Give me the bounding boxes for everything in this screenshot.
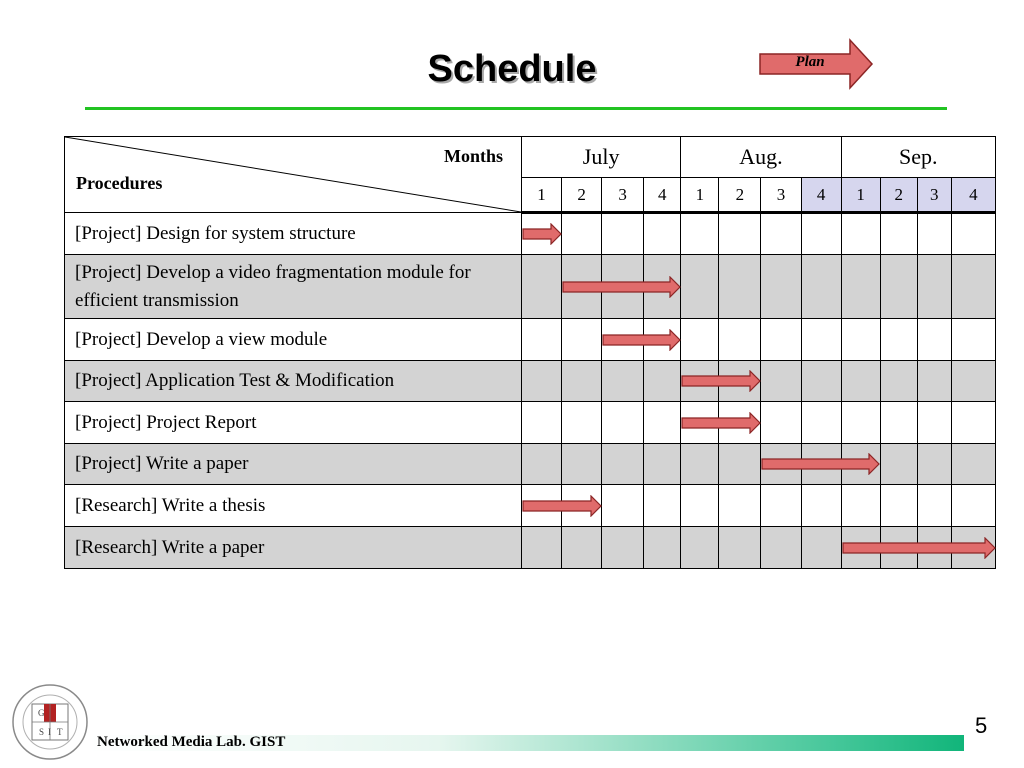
logo-letter-t: T xyxy=(57,727,63,737)
procedure-label: [Project] Application Test & Modification xyxy=(65,361,522,402)
week-cell xyxy=(719,444,761,485)
week-cell xyxy=(841,361,880,402)
week-cell xyxy=(602,361,644,402)
footer-lab-name: Networked Media Lab. GIST xyxy=(97,734,286,750)
week-cell xyxy=(644,213,681,255)
week-cell xyxy=(521,444,561,485)
week-cell xyxy=(562,485,602,527)
week-cell xyxy=(801,319,841,361)
week-cell xyxy=(917,361,951,402)
procedure-label: [Project] Write a paper xyxy=(65,444,522,485)
week-header: 2 xyxy=(719,178,761,213)
months-header: Months xyxy=(443,146,503,166)
week-cell xyxy=(761,213,801,255)
week-cell xyxy=(761,527,801,569)
week-cell xyxy=(880,444,917,485)
week-cell xyxy=(644,527,681,569)
page-number: 5 xyxy=(975,713,988,738)
week-header: 4 xyxy=(951,178,995,213)
week-cell xyxy=(761,255,801,319)
week-cell xyxy=(801,444,841,485)
week-cell xyxy=(951,319,995,361)
week-header: 1 xyxy=(681,178,719,213)
week-cell xyxy=(761,485,801,527)
week-cell xyxy=(917,319,951,361)
week-cell xyxy=(841,527,880,569)
week-cell xyxy=(841,213,880,255)
week-cell xyxy=(801,213,841,255)
week-cell xyxy=(521,527,561,569)
schedule-table xyxy=(64,136,996,569)
week-cell xyxy=(719,402,761,444)
week-cell xyxy=(951,213,995,255)
week-cell xyxy=(761,402,801,444)
month-sep: Sep. xyxy=(841,137,995,178)
week-cell xyxy=(719,319,761,361)
week-cell xyxy=(841,485,880,527)
week-cell xyxy=(880,361,917,402)
week-cell xyxy=(521,402,561,444)
procedure-label: [Project] Design for system structure xyxy=(65,213,522,255)
week-cell xyxy=(562,213,602,255)
plan-label: Plan xyxy=(795,54,825,70)
week-cell xyxy=(917,444,951,485)
week-cell xyxy=(841,444,880,485)
week-cell xyxy=(951,527,995,569)
week-header: 4 xyxy=(644,178,681,213)
week-cell xyxy=(917,255,951,319)
week-cell xyxy=(681,402,719,444)
week-header: 2 xyxy=(562,178,602,213)
week-cell xyxy=(917,402,951,444)
procedure-label: [Research] Write a thesis xyxy=(65,485,522,527)
logo-letter-s: S xyxy=(39,727,45,737)
week-cell xyxy=(841,402,880,444)
week-cell xyxy=(951,361,995,402)
week-cell xyxy=(880,527,917,569)
table-row xyxy=(65,255,996,319)
week-cell xyxy=(880,319,917,361)
week-cell xyxy=(562,527,602,569)
week-header: 1 xyxy=(841,178,880,213)
table-row xyxy=(65,213,996,255)
week-cell xyxy=(719,527,761,569)
table-row xyxy=(65,527,996,569)
week-cell xyxy=(602,319,644,361)
week-header: 3 xyxy=(602,178,644,213)
week-cell xyxy=(644,361,681,402)
title-underline xyxy=(85,107,947,110)
week-cell xyxy=(761,444,801,485)
week-cell xyxy=(602,527,644,569)
week-header: 3 xyxy=(761,178,801,213)
week-cell xyxy=(801,402,841,444)
week-cell xyxy=(917,213,951,255)
week-cell xyxy=(681,361,719,402)
week-cell xyxy=(880,402,917,444)
week-cell xyxy=(602,485,644,527)
week-cell xyxy=(681,527,719,569)
week-cell xyxy=(562,255,602,319)
week-cell xyxy=(644,319,681,361)
week-cell xyxy=(562,319,602,361)
week-cell xyxy=(880,213,917,255)
header-corner-cell xyxy=(65,137,522,213)
week-cell xyxy=(719,485,761,527)
procedure-label: [Research] Write a paper xyxy=(65,527,522,569)
table-row xyxy=(65,485,996,527)
week-cell xyxy=(681,319,719,361)
week-header: 2 xyxy=(880,178,917,213)
week-cell xyxy=(880,485,917,527)
month-july: July xyxy=(521,137,680,178)
week-cell xyxy=(917,485,951,527)
week-cell xyxy=(602,402,644,444)
week-cell xyxy=(602,444,644,485)
week-cell xyxy=(917,527,951,569)
week-cell xyxy=(602,213,644,255)
week-cell xyxy=(951,444,995,485)
week-cell xyxy=(801,255,841,319)
schedule-arrow-icon xyxy=(522,223,562,245)
week-cell xyxy=(681,485,719,527)
week-cell xyxy=(841,255,880,319)
week-cell xyxy=(801,361,841,402)
week-cell xyxy=(602,255,644,319)
week-cell xyxy=(681,255,719,319)
week-cell xyxy=(681,444,719,485)
week-header: 1 xyxy=(521,178,561,213)
month-aug: Aug. xyxy=(681,137,841,178)
week-cell xyxy=(880,255,917,319)
week-header: 4 xyxy=(801,178,841,213)
table-row xyxy=(65,319,996,361)
week-cell xyxy=(562,402,602,444)
week-cell xyxy=(719,213,761,255)
procedure-label: [Project] Develop a view module xyxy=(65,319,522,361)
week-cell xyxy=(521,485,561,527)
procedure-label: [Project] Develop a video fragmentation module for efficient transmission xyxy=(65,255,522,319)
week-header: 3 xyxy=(917,178,951,213)
week-cell xyxy=(562,444,602,485)
week-cell xyxy=(761,319,801,361)
week-cell xyxy=(644,402,681,444)
week-cell xyxy=(951,402,995,444)
week-cell xyxy=(801,527,841,569)
page-title: Schedule xyxy=(427,48,597,90)
procedures-header: Procedures xyxy=(76,173,163,193)
table-row xyxy=(65,361,996,402)
procedure-label: [Project] Project Report xyxy=(65,402,522,444)
week-cell xyxy=(521,319,561,361)
week-cell xyxy=(681,213,719,255)
week-cell xyxy=(801,485,841,527)
week-cell xyxy=(719,255,761,319)
week-cell xyxy=(761,361,801,402)
week-cell xyxy=(521,213,561,255)
week-cell xyxy=(521,361,561,402)
gist-logo xyxy=(10,682,90,762)
table-row xyxy=(65,402,996,444)
logo-letter-i: I xyxy=(48,727,51,737)
week-cell xyxy=(644,255,681,319)
week-cell xyxy=(521,255,561,319)
week-cell xyxy=(562,361,602,402)
week-cell xyxy=(719,361,761,402)
week-cell xyxy=(841,319,880,361)
week-cell xyxy=(644,444,681,485)
week-cell xyxy=(644,485,681,527)
week-cell xyxy=(951,485,995,527)
week-cell xyxy=(951,255,995,319)
logo-letter-g: G xyxy=(38,708,45,718)
table-row xyxy=(65,444,996,485)
